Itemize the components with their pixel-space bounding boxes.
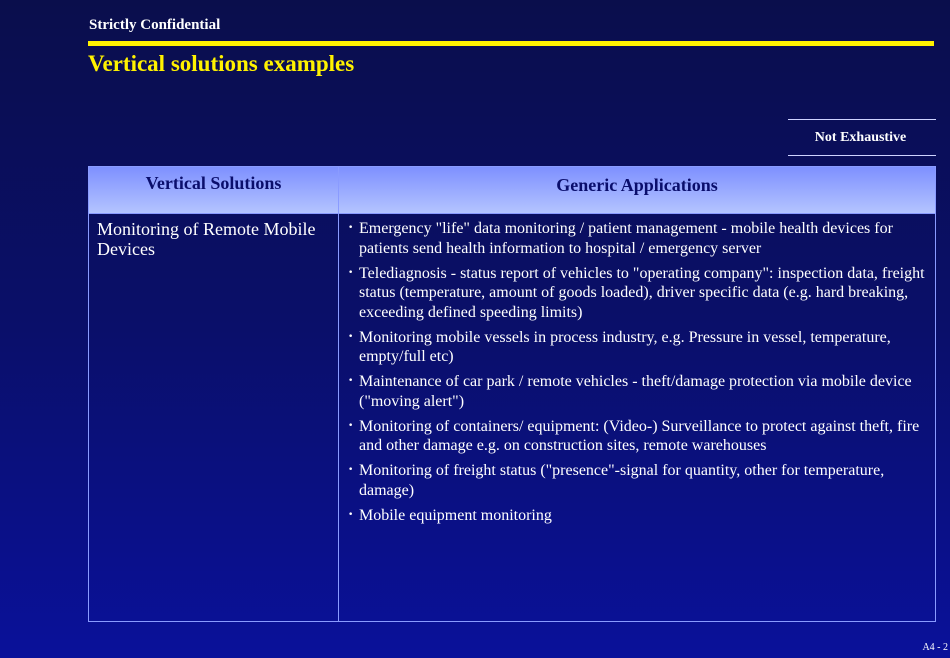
table-header bbox=[89, 167, 935, 214]
not-exhaustive-note: Not Exhaustive bbox=[814, 130, 907, 145]
list-item: · Monitoring of containers/ equipment: (Video-) Surveillance to protect against theft, fire and other damage e.g. on construction sites, remote warehouses bbox=[348, 417, 926, 456]
vertical-solution-cell: Monitoring of Remote Mobile Devices bbox=[97, 219, 316, 259]
col-header-generic-applications: Generic Applications bbox=[556, 175, 718, 195]
list-item: · Monitoring of freight status ("presence"-signal for quantity, other for temperature, damage) bbox=[348, 461, 926, 500]
column-divider bbox=[338, 167, 339, 621]
list-item: · Maintenance of car park / remote vehicles - theft/damage protection via mobile device ("moving alert") bbox=[348, 372, 926, 411]
list-item: · Emergency "life" data monitoring / patient management - mobile health devices for patients send health information to hospital / emergency server bbox=[348, 219, 926, 258]
list-item: · Telediagnosis - status report of vehicles to "operating company": inspection data, freight status (temperature, amount of goods loaded), driver specific data (e.g. hard breaking, exceeding defined speeding limits) bbox=[348, 264, 926, 323]
list-item: · Monitoring mobile vessels in process industry, e.g. Pressure in vessel, temperature, empty/full etc) bbox=[348, 328, 926, 367]
applications-list bbox=[348, 219, 926, 531]
col-header-vertical-solutions: Vertical Solutions bbox=[145, 173, 282, 193]
solutions-table bbox=[88, 166, 936, 622]
note-bottom-rule bbox=[788, 155, 936, 156]
list-item: · Mobile equipment monitoring bbox=[348, 506, 926, 526]
page-number: A4 - 2 bbox=[922, 642, 948, 653]
note-top-rule bbox=[788, 119, 936, 120]
confidential-label: Strictly Confidential bbox=[89, 17, 221, 33]
page-title: Vertical solutions examples bbox=[88, 51, 355, 76]
header-rule bbox=[88, 41, 934, 46]
